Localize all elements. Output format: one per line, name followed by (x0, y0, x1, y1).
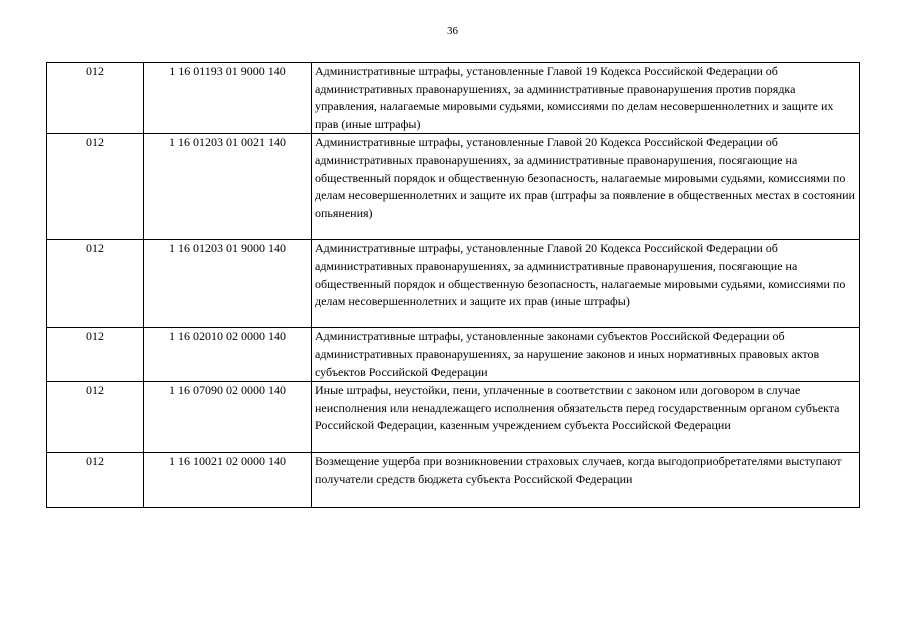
table-row (47, 382, 860, 453)
budget-classification-code-cell: 1 16 02010 02 0000 140 (144, 328, 312, 382)
budget-classification-code-cell: 1 16 10021 02 0000 140 (144, 453, 312, 508)
table-row (47, 134, 860, 240)
revenue-description-cell: Административные штрафы, установленные Главой 19 Кодекса Российской Федерации об административных правонарушениях, за административные правонарушения против порядка управления, налагаемые мировыми судьями, комиссиями по делам несовершеннолетних и защите их прав (иные штрафы) (312, 63, 860, 134)
table-row (47, 328, 860, 382)
admin-code-cell: 012 (47, 240, 144, 328)
revenue-description-cell: Административные штрафы, установленные Главой 20 Кодекса Российской Федерации об административных правонарушениях, за административные правонарушения, посягающие на общественный порядок и общественную безопасность, налагаемые мировыми судьями, комиссиями по делам несовершеннолетних и защите их прав (штрафы за появление в общественных местах в состоянии опьянения) (312, 134, 860, 240)
revenue-description-cell: Административные штрафы, установленные Главой 20 Кодекса Российской Федерации об административных правонарушениях, за административные правонарушения, посягающие на общественный порядок и общественную безопасность, налагаемые мировыми судьями, комиссиями по делам несовершеннолетних и защите их прав (иные штрафы) (312, 240, 860, 328)
budget-classification-code-cell: 1 16 07090 02 0000 140 (144, 382, 312, 453)
page-number: 36 (447, 25, 458, 37)
admin-code-cell: 012 (47, 453, 144, 508)
budget-codes-table (46, 62, 860, 508)
revenue-description-cell: Иные штрафы, неустойки, пени, уплаченные в соответствии с законом или договором в случае неисполнения или ненадлежащего исполнения обязательств перед государственным органом субъекта Российской Федерации, казенным учреждением субъекта Российской Федерации (312, 382, 860, 453)
admin-code-cell: 012 (47, 382, 144, 453)
revenue-description-cell: Возмещение ущерба при возникновении страховых случаев, когда выгодоприобретателями выступают получатели средств бюджета субъекта Российской Федерации (312, 453, 860, 508)
revenue-description-cell: Административные штрафы, установленные законами субъектов Российской Федерации об административных правонарушениях, за нарушение законов и иных нормативных правовых актов субъектов Российской Федерации (312, 328, 860, 382)
table-row (47, 453, 860, 508)
admin-code-cell: 012 (47, 134, 144, 240)
admin-code-cell: 012 (47, 328, 144, 382)
table-row (47, 63, 860, 134)
budget-classification-code-cell: 1 16 01203 01 0021 140 (144, 134, 312, 240)
table-row (47, 240, 860, 328)
admin-code-cell: 012 (47, 63, 144, 134)
budget-classification-code-cell: 1 16 01193 01 9000 140 (144, 63, 312, 134)
budget-classification-code-cell: 1 16 01203 01 9000 140 (144, 240, 312, 328)
